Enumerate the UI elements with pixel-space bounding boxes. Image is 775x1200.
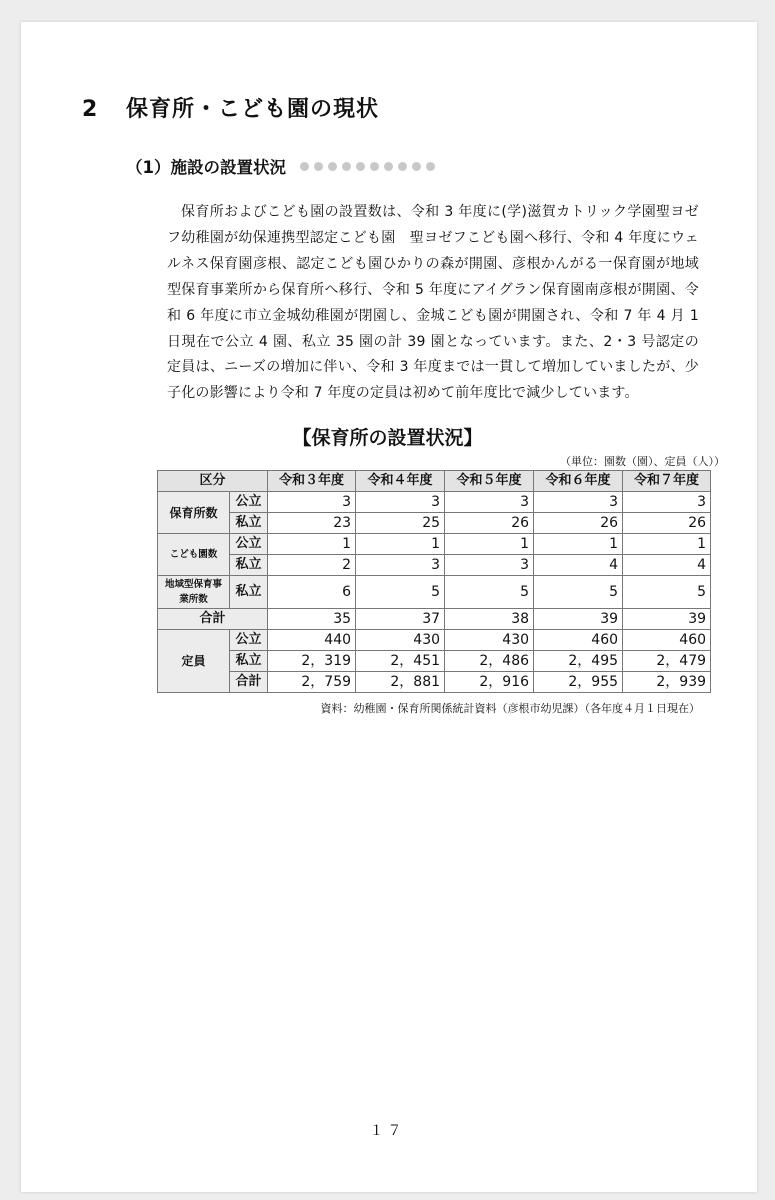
table-cell: 3 xyxy=(445,555,534,576)
table-cell: 2，319 xyxy=(268,651,356,672)
body-paragraph: 保育所およびこども園の設置数は、令和 3 年度に(学)滋賀カトリック学園聖ヨゼフ幼稚園が幼保連携型認定こども園 聖ヨゼフこども園へ移行、令和 4 年度にウェルネス保育園彦根、認定こども園ひかりの森が開園、彦根かんがる一保育園が地域型保育事業所から保育所へ移行、令和 5 年度にアイグラン保育園南彦根が開園、令和 6 年度に市立金城幼稚園が閉園し、金城こども園が開園され、令和 7 年 4 月 1 日現在で公立 4 園、私立 35 園の計 39 園となっています。また、2・3 号認定の定員は、ニーズの増加に伴い、令和 3 年度までは一貫して増加していましたが、少子化の影響により令和 7 年度の定員は初めて前年度比で減少しています。 xyxy=(167,204,699,402)
table-cell: 2，486 xyxy=(445,651,534,672)
table-cell: 460 xyxy=(534,630,623,651)
table-row xyxy=(158,576,711,609)
header-year: 令和７年度 xyxy=(623,471,711,492)
table-row xyxy=(158,513,711,534)
table-cell: 2，479 xyxy=(623,651,711,672)
table-row xyxy=(158,630,711,651)
table-cell: 2 xyxy=(268,555,356,576)
table-cell: 1 xyxy=(356,534,445,555)
table-cell: 23 xyxy=(268,513,356,534)
section-title: 保育所・こども園の現状 xyxy=(126,97,380,122)
table-cell: 5 xyxy=(356,576,445,609)
group-label: 地域型保育事業所数 xyxy=(158,576,230,609)
section-heading xyxy=(82,92,379,123)
table-cell: 6 xyxy=(268,576,356,609)
table-cell: 4 xyxy=(534,555,623,576)
table-cell: 3 xyxy=(356,555,445,576)
table-cell: 2，916 xyxy=(445,672,534,693)
table-cell: 5 xyxy=(445,576,534,609)
table-cell: 1 xyxy=(268,534,356,555)
table-source-note: 資料：幼稚園・保育所関係統計資料（彦根市幼児課）（各年度４月１日現在） xyxy=(320,702,700,715)
subsection-title: （1）施設の設置状況 xyxy=(126,158,286,177)
row-label: 公立 xyxy=(230,630,268,651)
table-row xyxy=(158,492,711,513)
table-cell: 1 xyxy=(445,534,534,555)
header-year: 令和４年度 xyxy=(356,471,445,492)
row-label: 私立 xyxy=(230,651,268,672)
table-cell: 25 xyxy=(356,513,445,534)
table-cell: 4 xyxy=(623,555,711,576)
table-cell: 430 xyxy=(356,630,445,651)
table-cell: 2，495 xyxy=(534,651,623,672)
table-cell: 430 xyxy=(445,630,534,651)
table-row xyxy=(158,555,711,576)
subsection-heading xyxy=(126,154,435,178)
header-year: 令和６年度 xyxy=(534,471,623,492)
table-cell: 37 xyxy=(356,609,445,630)
table-row xyxy=(158,534,711,555)
table-cell: 440 xyxy=(268,630,356,651)
group-label: こども園数 xyxy=(158,534,230,576)
table-cell: 2，759 xyxy=(268,672,356,693)
table-cell: 26 xyxy=(623,513,711,534)
table-cell: 3 xyxy=(445,492,534,513)
table-cell: 39 xyxy=(534,609,623,630)
header-year: 令和３年度 xyxy=(268,471,356,492)
table-cell: 2，881 xyxy=(356,672,445,693)
header-year: 令和５年度 xyxy=(445,471,534,492)
decorative-dots xyxy=(300,162,435,171)
table-cell: 1 xyxy=(623,534,711,555)
table-cell: 26 xyxy=(445,513,534,534)
group-label: 保育所数 xyxy=(158,492,230,534)
table-title: 【保育所の設置状況】 xyxy=(292,427,483,449)
section-number: 2 xyxy=(82,97,99,122)
table-cell: 460 xyxy=(623,630,711,651)
table-header-row xyxy=(158,471,711,492)
table-cell: 1 xyxy=(534,534,623,555)
table-cell: 3 xyxy=(268,492,356,513)
row-label: 私立 xyxy=(230,576,268,609)
table-row xyxy=(158,651,711,672)
table-cell: 3 xyxy=(534,492,623,513)
page-number: １７ xyxy=(369,1123,406,1139)
table-row xyxy=(158,672,711,693)
table-cell: 38 xyxy=(445,609,534,630)
table-cell: 5 xyxy=(623,576,711,609)
header-category: 区分 xyxy=(158,471,268,492)
row-label: 合計 xyxy=(230,672,268,693)
table-cell: 5 xyxy=(534,576,623,609)
table-row xyxy=(158,609,711,630)
row-label: 公立 xyxy=(230,492,268,513)
table-cell: 35 xyxy=(268,609,356,630)
group-label: 定員 xyxy=(158,630,230,693)
row-label: 私立 xyxy=(230,555,268,576)
row-label: 私立 xyxy=(230,513,268,534)
table-cell: 3 xyxy=(356,492,445,513)
row-label: 公立 xyxy=(230,534,268,555)
table-cell: 2，955 xyxy=(534,672,623,693)
table-cell: 2，939 xyxy=(623,672,711,693)
table-cell: 26 xyxy=(534,513,623,534)
table-unit-note: （単位：園数（園）、定員（人）） xyxy=(560,455,725,468)
table-cell: 39 xyxy=(623,609,711,630)
row-label: 合計 xyxy=(158,609,268,630)
facility-table xyxy=(157,470,711,693)
table-cell: 2，451 xyxy=(356,651,445,672)
table-cell: 3 xyxy=(623,492,711,513)
